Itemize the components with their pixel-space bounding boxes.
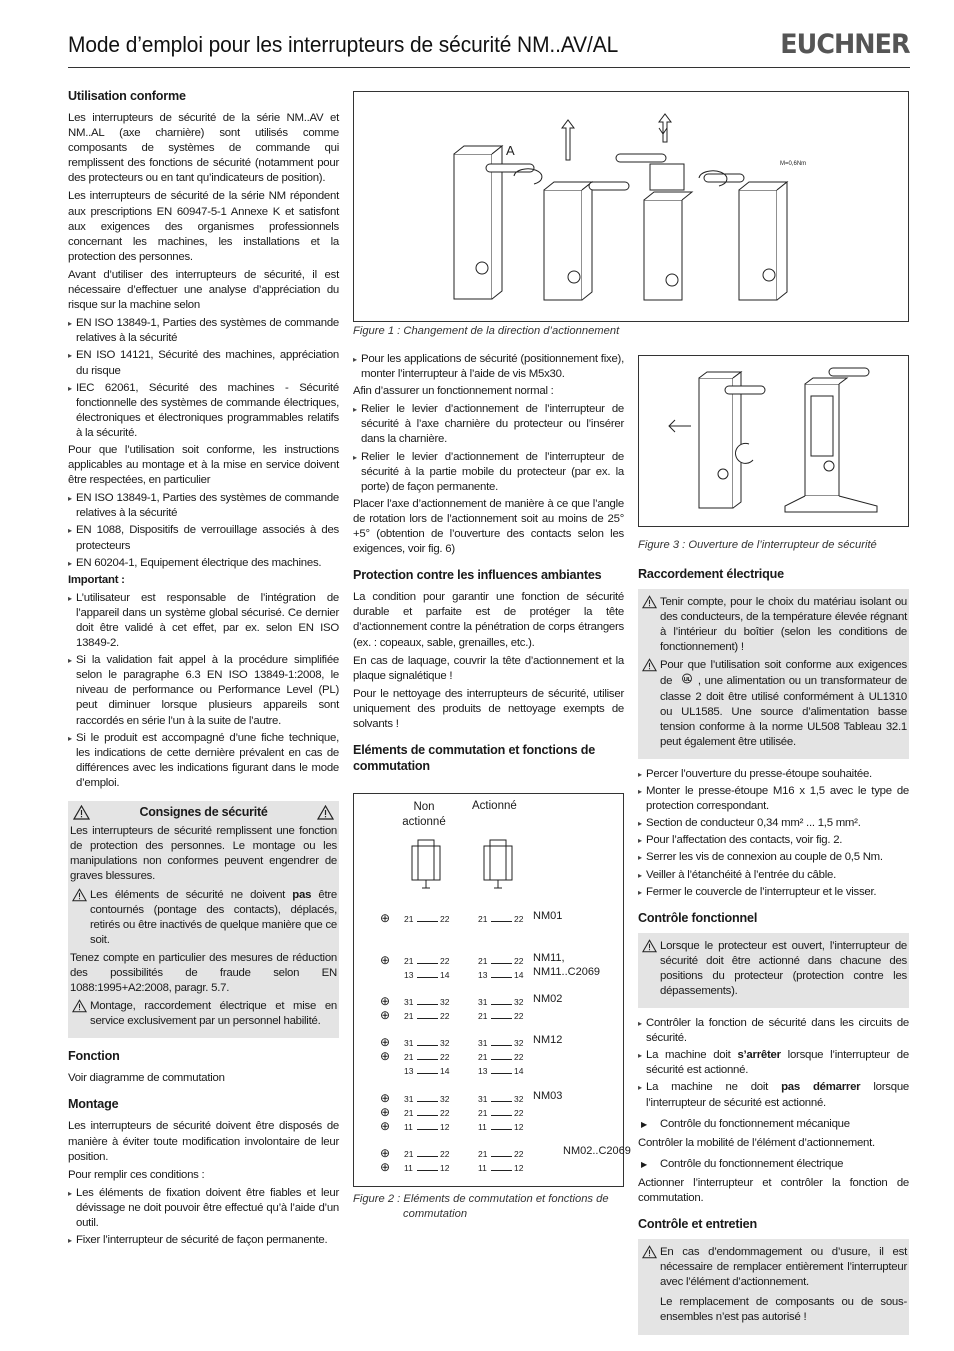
positive-opening-icon: ⊕ — [380, 994, 391, 1008]
list-item: ▸ EN ISO 13849-1, Parties des systèmes de commande relatives à la sécurité — [68, 316, 339, 346]
safety-text: Tenez compte en particulier des mesures de réduction des possibilités de fraude selon EN 1088:1995+A2:2008, paragr. 5.7. — [70, 951, 337, 995]
warning-icon — [642, 939, 657, 953]
switch-model: NM11, NM11..C2069 — [533, 952, 601, 978]
positive-opening-icon: ⊕ — [380, 1160, 391, 1174]
list-item: ▸ EN ISO 14121, Sécurité des machines, appréciation du risque — [68, 348, 339, 378]
contact-number: 32 — [514, 997, 524, 1007]
paragraph: Les interrupteurs de sécurité doivent être disposés de manière à éviter toute modification involontaire de leur position. — [68, 1120, 339, 1163]
contact-number: 21 — [404, 956, 414, 966]
contact-symbol — [417, 1004, 438, 1005]
contact-number: 32 — [440, 1038, 450, 1048]
positive-opening-icon: ⊕ — [380, 953, 391, 967]
contact-number: 21 — [478, 956, 488, 966]
contact-symbol — [491, 921, 512, 922]
text: Les éléments de sécurité ne doivent — [90, 888, 293, 901]
contact-symbol — [417, 1045, 438, 1046]
switch-model: NM02 — [533, 993, 563, 1005]
list-item: ▸ Si le produit est accompagné d’une fiche technique, les indications de cette dernière prévalent en cas de différences avec les indications figurant dans le mode d’emploi. — [68, 731, 339, 791]
contact-number: 22 — [514, 1108, 524, 1118]
list-item: ▸ Les éléments de fixation doivent être fiables et leur dévissage ne doit pouvoir être effectué qu’à l’aide d’un outil. — [68, 1186, 339, 1231]
column-act: Actionné — [472, 800, 517, 812]
switching-row — [354, 1092, 625, 1134]
contact-line — [354, 1106, 625, 1120]
contact-line — [354, 1009, 625, 1023]
contact-symbol — [417, 1156, 438, 1157]
list-important — [68, 591, 339, 791]
list-item: ▸ Section de conducteur 0,34 mm² ... 1,5 mm². — [638, 816, 909, 831]
contact-number: 21 — [404, 1052, 414, 1062]
figure-3-caption: Figure 3 : Ouverture de l’interrupteur de sécurité — [638, 539, 877, 551]
contact-number: 11 — [404, 1163, 413, 1173]
contact-symbol — [491, 963, 512, 964]
ul-listed-icon — [676, 673, 698, 684]
contact-number: 21 — [404, 1011, 414, 1021]
function-warning — [638, 933, 909, 1008]
text: être contournés (pontage des contacts), déplacés, retirés ou être inactivés de quelque manière que ce soit. — [90, 888, 338, 946]
figure-2-caption — [353, 1192, 609, 1222]
contact-number: 13 — [404, 1066, 414, 1076]
heading-use: Utilisation conforme — [68, 89, 186, 103]
switch-model: NM12 — [533, 1034, 563, 1046]
figure-3-illustration — [639, 356, 910, 528]
warning-item — [640, 1245, 907, 1325]
contact-line — [354, 1050, 625, 1064]
contact-number: 32 — [514, 1094, 524, 1104]
paragraph: Placer l’axe d’actionnement de manière à ce que l’angle de rotation lors de l’actionnement soit au moins de 25°+5° (obtention de l’ouverture des contacts selon les exigences, voir fig. 6) — [353, 497, 624, 556]
list-item: ▸ EN ISO 13849-1, Parties des systèmes de commande relatives à la sécurité — [68, 491, 339, 521]
list-item: ▸ Serrer les vis de connexion au couple de 0,5 Nm. — [638, 850, 909, 865]
list-item: ▸ L’utilisateur est responsable de l’intégration de l’appareil dans un système global sécurisé. Ce dernier doit être validé à cet effet, par ex. selon EN ISO 13849-2. — [68, 591, 339, 651]
list-item: ▸ IEC 62061, Sécurité des machines - Sécurité fonctionnelle des systèmes de commande électriques, électroniques et électroniques programmables relatifs à la sécurité. — [68, 381, 339, 441]
contact-number: 22 — [440, 1011, 450, 1021]
switching-row — [354, 1145, 631, 1175]
contact-symbol — [417, 1170, 438, 1171]
column-non: Non actionné — [402, 801, 446, 828]
contact-symbol — [491, 1004, 512, 1005]
contact-number: 22 — [440, 1149, 450, 1159]
warning-icon — [317, 805, 334, 820]
page-header — [68, 28, 910, 68]
text: Tenir compte, pour le choix du matériau isolant ou des conducteurs, de la température élevée régnant à l’intérieur du boîtier (selon les conditions de fonctionnement) ! — [660, 596, 907, 654]
contact-number: 22 — [514, 1011, 524, 1021]
contact-symbol — [491, 1115, 512, 1116]
list-item: ▸ Pour l’affectation des contacts, voir fig. 2. — [638, 833, 909, 848]
contact-symbol — [491, 1059, 512, 1060]
contact-number: 32 — [440, 997, 450, 1007]
text: Montage, raccordement électrique et mise en service exclusivement par un personnel habilité. — [90, 1000, 337, 1028]
figure-2 — [353, 793, 631, 1187]
contact-symbol — [491, 1170, 512, 1171]
warning-icon — [642, 658, 657, 672]
contact-line — [354, 1161, 625, 1175]
contact-number: 11 — [404, 1122, 413, 1132]
heading-elements: Eléments de commutation et fonctions de commutation — [353, 743, 596, 774]
contact-number: 11 — [478, 1122, 487, 1132]
list-item — [638, 1048, 909, 1078]
warning-icon — [642, 1245, 657, 1259]
paragraph: En cas de laquage, couvrir la tête d’actionnement et la plaque signalétique ! — [353, 654, 624, 682]
maintenance-warning — [638, 1239, 909, 1334]
safety-warning — [70, 888, 337, 948]
contact-symbol — [491, 1129, 512, 1130]
list-item: ▸ Veiller à l’étanchéité à l’entrée du câble. — [638, 868, 909, 883]
switching-row — [354, 954, 625, 982]
contact-number: 21 — [478, 1011, 488, 1021]
contact-number: 14 — [440, 1066, 450, 1076]
brand-logo: EUCHNER — [780, 29, 910, 60]
contact-number: 31 — [404, 1038, 414, 1048]
contact-symbol — [417, 977, 438, 978]
caption-line: Figure 2 : Eléments de commutation et fonctions de — [353, 1193, 609, 1205]
contact-number: 21 — [404, 914, 414, 924]
text: Le remplacement de composants ou de sous-ensembles n’est pas autorisé ! — [660, 1296, 907, 1324]
list-item: ▸ Fermer le couvercle de l’interrupteur et le visser. — [638, 885, 909, 900]
list-item: ▸ Contrôler la fonction de sécurité dans les circuits de sécurité. — [638, 1016, 909, 1046]
positive-opening-icon: ⊕ — [380, 1146, 391, 1160]
contact-number: 22 — [514, 914, 524, 924]
warning-item — [640, 939, 907, 999]
heading-function: Fonction — [68, 1049, 120, 1064]
list-item: ▸ EN 1088, Dispositifs de verrouillage associés à des protecteurs — [68, 523, 339, 553]
contact-symbol — [491, 1045, 512, 1046]
contact-number: 22 — [440, 956, 450, 966]
contact-line — [354, 1120, 625, 1134]
list-item: ▸ Percer l’ouverture du presse-étoupe souhaitée. — [638, 767, 909, 782]
safety-warning — [70, 999, 337, 1029]
paragraph: Contrôler la mobilité de l’élément d’actionnement. — [638, 1136, 875, 1149]
warning-item — [640, 658, 907, 750]
contact-number: 32 — [440, 1094, 450, 1104]
text-bold: s’arrêter — [737, 1049, 781, 1062]
contact-symbol — [491, 1073, 512, 1074]
contact-number: 11 — [478, 1163, 487, 1173]
figure-3 — [638, 355, 909, 527]
list-item: ▸ Monter le presse-étoupe M16 x 1,5 avec le type de protection correspondant. — [638, 784, 909, 814]
contact-number: 12 — [440, 1163, 450, 1173]
paragraph: Les interrupteurs de sécurité de la série NM..AV et NM..AL (axe charnière) sont utilisés comme composants de systèmes de commande qui remplissent des fonctions de sécurité (notamment pour des protecteurs ou en tant qu’indicateurs de position). — [68, 112, 339, 185]
contact-symbol — [417, 921, 438, 922]
contact-line — [354, 995, 625, 1009]
text: , une alimentation ou un transformateur de classe 2 doit être utilisé conformément à UL1310 ou UL1585. Une source d’alimentation basse tension conforme à la norme UL508 Tableau 32.1 peut également être utilisée. — [660, 675, 907, 748]
warning-icon — [72, 999, 87, 1013]
heading-protection: Protection contre les influences ambiantes — [353, 568, 602, 583]
positive-opening-icon: ⊕ — [380, 1035, 391, 1049]
contact-symbol — [417, 1059, 438, 1060]
contact-number: 13 — [478, 1066, 488, 1076]
contact-number: 14 — [514, 1066, 524, 1076]
list-function-test — [638, 1016, 909, 1111]
contact-line — [354, 1036, 625, 1050]
list-item: ▸ Relier le levier d’actionnement de l’interrupteur de sécurité à la partie mobile du protecteur (par ex. la porte) de façon permanente. — [353, 450, 624, 495]
list-item: ▸ Relier le levier d’actionnement de l’interrupteur de sécurité à l’axe charnière du protecteur ou l’insérer dans la charnière. — [353, 402, 624, 447]
contact-symbol — [417, 1073, 438, 1074]
warning-item — [640, 595, 907, 655]
contact-number: 22 — [440, 1052, 450, 1062]
text-bold: pas — [292, 888, 312, 901]
safety-header — [70, 805, 337, 820]
contact-symbol — [491, 977, 512, 978]
contact-number: 22 — [440, 914, 450, 924]
safety-text: Les interrupteurs de sécurité remplissent une fonction de protection des personnes. Le montage ou les manipulations non conformes peuvent engendrer de graves blessures. — [70, 825, 337, 883]
list-item: ▸ Si la validation fait appel à la procédure simplifiée selon le paragraphe 6.3 EN ISO 13849-1:2008, le niveau de performance ou Performance Level (PL) peut diminuer lorsque plusieurs appareils sont raccordés en série l’un à la suite de l’autre. — [68, 653, 339, 728]
list-electrical — [638, 767, 909, 900]
contact-number: 22 — [514, 1149, 524, 1159]
list-mounting — [68, 1186, 339, 1248]
contact-number: 31 — [478, 997, 488, 1007]
contact-number: 22 — [514, 956, 524, 966]
text: La machine doit — [646, 1049, 738, 1062]
figure-1-label-a: A — [506, 143, 515, 158]
paragraph: Avant d’utiliser des interrupteurs de sécurité, il est nécessaire d’effectuer une analyse d’appréciation du risque sur la machine selon — [68, 268, 339, 312]
paragraph: Afin d’assurer un fonctionnement normal : — [353, 385, 554, 398]
contact-number: 21 — [478, 1149, 488, 1159]
safety-title: Consignes de sécurité — [139, 805, 268, 820]
contact-number: 13 — [478, 970, 488, 980]
list-item: ▸ Fixer l’interrupteur de sécurité de façon permanente. — [68, 1233, 339, 1248]
heading-maintenance: Contrôle et entretien — [638, 1217, 757, 1232]
switching-row — [354, 912, 625, 926]
list-item: ▸ Pour les applications de sécurité (positionnement fixe), monter l’interrupteur à l’aide de vis M5x30. — [353, 352, 624, 382]
electrical-warnings — [638, 589, 909, 759]
switching-row — [354, 995, 625, 1023]
contact-number: 31 — [404, 997, 414, 1007]
text-bold: pas démarrer — [781, 1081, 861, 1094]
list-item — [638, 1080, 909, 1110]
contact-symbol — [417, 963, 438, 964]
text: En cas d’endommagement ou d’usure, il est nécessaire de remplacer entièrement l’interrupteur avec l’élément d’actionnement. — [660, 1246, 907, 1289]
heading-electrical: Raccordement électrique — [638, 567, 784, 581]
positive-opening-icon: ⊕ — [380, 911, 391, 925]
list-mount — [353, 352, 624, 382]
arrow-item: ▶ Contrôle du fonctionnement mécanique — [638, 1117, 909, 1132]
positive-opening-icon: ⊕ — [380, 1049, 391, 1063]
contact-number: 21 — [478, 1052, 488, 1062]
warning-icon — [642, 595, 657, 609]
contact-line — [354, 1064, 625, 1078]
figure-1 — [353, 91, 909, 322]
switch-model: NM01 — [533, 910, 563, 922]
paragraph: Voir diagramme de commutation — [68, 1072, 225, 1085]
contact-number: 31 — [478, 1094, 488, 1104]
page-title: Mode d’emploi pour les interrupteurs de sécurité NM..AV/AL — [68, 32, 619, 57]
contact-number: 32 — [514, 1038, 524, 1048]
contact-line — [354, 1092, 625, 1106]
contact-symbol — [491, 1156, 512, 1157]
contact-symbol — [417, 1018, 438, 1019]
paragraph: Pour remplir ces conditions : — [68, 1168, 205, 1181]
text: Pour que l’utilisation soit conforme aux exigences de — [660, 659, 907, 688]
switch-model: NM02..C2069 — [563, 1145, 631, 1157]
list-item: ▸ EN 60204-1, Equipement électrique des machines. — [68, 556, 339, 571]
text: lorsque l’interrupteur de sécurité est actionné. — [646, 1049, 909, 1077]
figure-1-caption: Figure 1 : Changement de la direction d’actionnement — [353, 325, 620, 337]
list-operation — [353, 402, 624, 495]
list-standards — [68, 316, 339, 441]
contact-number: 21 — [404, 1108, 414, 1118]
column-2 — [353, 352, 624, 781]
contact-number: 12 — [514, 1163, 524, 1173]
paragraph: Pour que l’utilisation soit conforme, les instructions applicables au montage et à la mise en service doivent être respectées, en particulier — [68, 443, 339, 487]
heading-function-test: Contrôle fonctionnel — [638, 910, 758, 925]
arrow-item: ▶ Contrôle du fonctionnement électrique — [638, 1157, 909, 1172]
contact-number: 21 — [404, 1149, 414, 1159]
positive-opening-icon: ⊕ — [380, 1091, 391, 1105]
warning-icon — [72, 888, 87, 902]
contact-symbol — [491, 1101, 512, 1102]
positive-opening-icon: ⊕ — [380, 1008, 391, 1022]
switch-model: NM03 — [533, 1090, 563, 1102]
safety-box — [68, 801, 339, 1038]
contact-number: 21 — [478, 1108, 488, 1118]
contact-number: 31 — [404, 1094, 414, 1104]
contact-number: 31 — [478, 1038, 488, 1048]
figure-1-torque: M=0,6Nm — [780, 161, 807, 167]
contact-symbol — [417, 1115, 438, 1116]
contact-number: 13 — [404, 970, 414, 980]
column-3 — [638, 566, 909, 1343]
contact-line — [354, 912, 625, 926]
text: Lorsque le protecteur est ouvert, l’interrupteur de sécurité doit être actionné dans chacune des positions du protecteur (protection contre les dépassements). — [660, 939, 907, 997]
paragraph: Pour le nettoyage des interrupteurs de sécurité, utiliser uniquement des produits de nettoyage exempts de solvants ! — [353, 687, 624, 730]
paragraph: La condition pour garantir une fonction de sécurité durable et parfaite est de protéger la tête d’actionnement contre la pénétration de corps étrangers (ex. : copeaux, sable, grenailles, etc.). — [353, 591, 624, 649]
paragraph: Les interrupteurs de sécurité de la série NM répondent aux prescriptions EN 60947-5-1 Annexe K et satisfont aux exigences des organismes professionnels concernant les machines, les installations et la protection des personnes. — [68, 190, 339, 263]
figure-1-illustration — [354, 92, 910, 323]
switching-row — [354, 1036, 625, 1078]
heading-mounting: Montage — [68, 1097, 119, 1112]
positive-opening-icon: ⊕ — [380, 1105, 391, 1119]
contact-number: 14 — [514, 970, 524, 980]
positive-opening-icon: ⊕ — [380, 1119, 391, 1133]
important-label: Important : — [68, 573, 125, 586]
paragraph: Actionner l’interrupteur et contrôler la fonction de commutation. — [638, 1176, 909, 1204]
contact-symbol — [491, 1018, 512, 1019]
contact-number: 22 — [514, 1052, 524, 1062]
warning-icon — [73, 805, 90, 820]
contact-number: 22 — [440, 1108, 450, 1118]
list-standards-2 — [68, 491, 339, 570]
contact-number: 12 — [514, 1122, 524, 1132]
svg-text:UL: UL — [683, 677, 691, 684]
contact-number: 12 — [440, 1122, 450, 1132]
contact-symbol — [417, 1129, 438, 1130]
column-1 — [68, 88, 339, 1250]
contact-number: 14 — [440, 970, 450, 980]
text: lorsque l’interrupteur de sécurité est actionné. — [646, 1081, 910, 1109]
contact-symbol — [417, 1101, 438, 1102]
text: La machine ne doit — [646, 1081, 782, 1094]
caption-line: commutation — [403, 1208, 468, 1220]
contact-number: 21 — [478, 914, 488, 924]
